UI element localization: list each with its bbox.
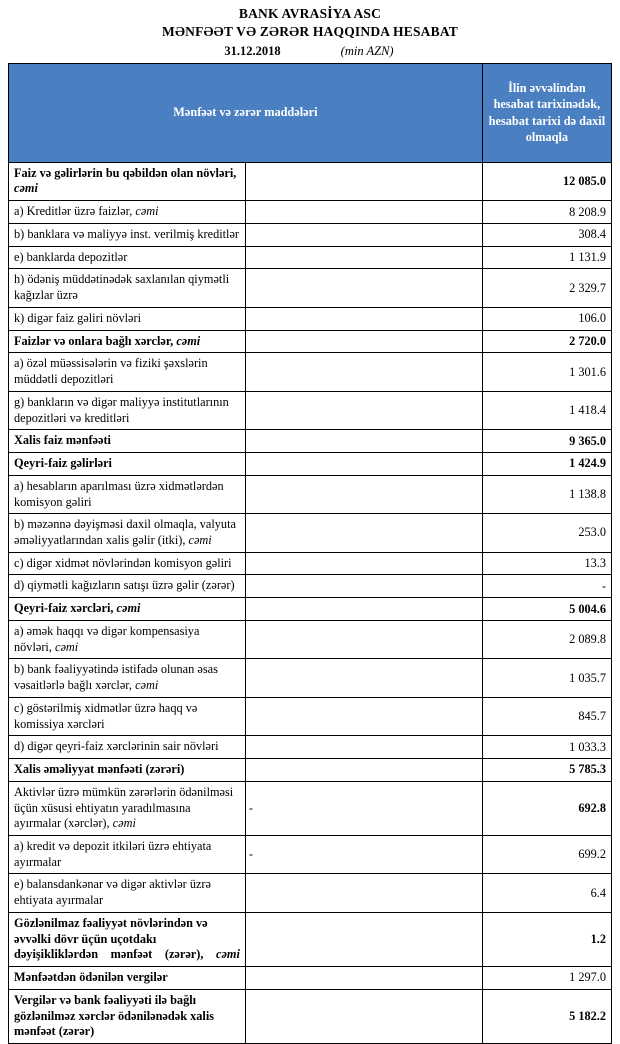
row-description-text: Faiz və gəlirlərin bu qəbildən olan növləri, <box>14 165 237 180</box>
row-description-text: b) məzənnə dəyişməsi daxil olmaqla, valyuta əməliyyatlarından xalis gəlir (itki), <box>14 517 236 547</box>
table-row <box>9 659 612 697</box>
row-value: 845.7 <box>482 697 611 735</box>
row-description-text: g) bankların və digər maliyyə institutlarının depozitləri və kreditləri <box>14 394 229 425</box>
row-sign <box>245 575 482 598</box>
row-description-text: e) balansdankənar və digər aktivlər üzrə ehtiyata ayırmalar <box>14 877 211 908</box>
row-description-text: Aktivlər üzrə mümkün zərərlərin ödənilməsi üçün xüsusi ehtiyatın yaradılmasına ayırmalar (xərclər), <box>14 784 234 831</box>
row-sign <box>245 223 482 246</box>
row-sign <box>245 659 482 697</box>
row-description-text: Xalis əməliyyat mənfəəti (zərəri) <box>14 762 185 777</box>
row-sign <box>245 736 482 759</box>
row-value: 2 720.0 <box>482 330 611 353</box>
row-description-emphasis: cəmi <box>116 601 141 616</box>
row-description <box>9 223 246 246</box>
row-description-text: b) bank fəaliyyətində istifadə olunan əsas vəsaitlərlə bağlı xərclər, <box>14 662 218 693</box>
row-description <box>9 759 246 782</box>
company-name: BANK AVRASİYA ASC <box>238 6 382 21</box>
table-row <box>9 330 612 353</box>
row-sign <box>245 201 482 224</box>
row-description-text: c) göstərilmiş xidmətlər üzrə haqq və komissiya xərcləri <box>14 700 198 731</box>
row-description <box>9 246 246 269</box>
row-value: 6.4 <box>482 874 611 912</box>
row-description <box>9 575 246 598</box>
row-description <box>9 162 246 200</box>
row-value: 5 785.3 <box>482 759 611 782</box>
row-description-emphasis: cəmi <box>176 333 201 348</box>
row-description-text: e) banklarda depozitlər <box>14 249 128 264</box>
row-sign <box>245 162 482 200</box>
row-description <box>9 330 246 353</box>
row-description-text: a) kredit və depozit itkiləri üzrə ehtiyata ayırmalar <box>14 838 212 869</box>
row-sign <box>245 475 482 513</box>
row-sign <box>245 912 482 966</box>
row-description-text: d) digər qeyri-faiz xərclərinin sair növləri <box>14 739 219 754</box>
row-value: 13.3 <box>482 552 611 575</box>
table-header-row <box>9 63 612 162</box>
row-description <box>9 353 246 391</box>
row-description-text: Mənfəətdən ödənilən vergilər <box>14 970 168 985</box>
row-value: 1 418.4 <box>482 391 611 429</box>
table-row <box>9 989 612 1043</box>
table-row <box>9 697 612 735</box>
row-value: 9 365.0 <box>482 430 611 453</box>
row-value: 5 004.6 <box>482 598 611 621</box>
row-sign <box>245 697 482 735</box>
table-row <box>9 967 612 990</box>
row-value: - <box>482 575 611 598</box>
row-description-emphasis: cəmi <box>188 532 212 547</box>
row-sign <box>245 989 482 1043</box>
report-date: 31.12.2018 <box>224 43 281 58</box>
row-value: 308.4 <box>482 223 611 246</box>
row-description-text: Gözlənilmaz fəaliyyət növlərindən və əvvəlki dövr üçün uçotdakı dəyişikliklərdən mənfəət (zərər), <box>14 915 216 962</box>
table-row <box>9 162 612 200</box>
row-value: 8 208.9 <box>482 201 611 224</box>
document-header <box>8 6 612 41</box>
table-row <box>9 201 612 224</box>
row-description <box>9 201 246 224</box>
table-row <box>9 453 612 476</box>
table-row <box>9 246 612 269</box>
table-row <box>9 552 612 575</box>
row-description <box>9 430 246 453</box>
row-value: 1.2 <box>482 912 611 966</box>
table-row <box>9 912 612 966</box>
table-row <box>9 223 612 246</box>
row-sign: - <box>245 781 482 835</box>
row-sign <box>245 552 482 575</box>
row-description-text: Qeyri-faiz gəlirləri <box>14 456 112 471</box>
row-sign <box>245 353 482 391</box>
row-description-text: Xalis faiz mənfəəti <box>14 433 111 448</box>
row-sign <box>245 967 482 990</box>
row-value: 5 182.2 <box>482 989 611 1043</box>
report-title: MƏNFƏƏT VƏ ZƏRƏR HAQQINDA HESABAT <box>162 23 458 39</box>
row-sign <box>245 514 482 552</box>
row-sign <box>245 307 482 330</box>
row-value: 12 085.0 <box>482 162 611 200</box>
row-value: 2 089.8 <box>482 620 611 658</box>
table-row <box>9 475 612 513</box>
table-row <box>9 353 612 391</box>
row-sign <box>245 246 482 269</box>
table-row <box>9 759 612 782</box>
row-sign <box>245 391 482 429</box>
row-description <box>9 835 246 873</box>
row-value: 2 329.7 <box>482 269 611 307</box>
header-value: İlin əvvəlindən hesabat tarixinədək, hesabat tarixi də daxil olmaqla <box>482 63 611 162</box>
row-description <box>9 874 246 912</box>
row-value: 699.2 <box>482 835 611 873</box>
row-description-text: a) özəl müəssisələrin və fiziki şəxslərin müddətli depozitləri <box>14 356 208 387</box>
row-description-text: a) Kreditlər üzrə faizlər, <box>14 204 136 219</box>
row-description <box>9 391 246 429</box>
row-value: 1 424.9 <box>482 453 611 476</box>
table-row <box>9 430 612 453</box>
table-row <box>9 874 612 912</box>
table-row <box>9 620 612 658</box>
row-sign <box>245 620 482 658</box>
table-row <box>9 514 612 552</box>
row-value: 1 035.7 <box>482 659 611 697</box>
row-sign <box>245 430 482 453</box>
row-description-emphasis: cəmi <box>14 181 38 196</box>
row-description <box>9 552 246 575</box>
row-description-text: c) digər xidmət növlərindən komisyon gəliri <box>14 555 232 570</box>
table-row <box>9 781 612 835</box>
row-description <box>9 989 246 1043</box>
row-description <box>9 967 246 990</box>
row-description <box>9 697 246 735</box>
row-description-text: h) ödəniş müddətinədək saxlanılan qiymətli kağızlar üzrə <box>14 272 230 303</box>
row-description-text: Vergilər və bank fəaliyyəti ilə bağlı gözlənilməz xərclər ödənilənədək xalis mənfəət (zərər) <box>14 992 215 1039</box>
table-row <box>9 598 612 621</box>
row-value: 1 033.3 <box>482 736 611 759</box>
row-sign <box>245 759 482 782</box>
row-sign <box>245 269 482 307</box>
row-description <box>9 514 246 552</box>
row-description <box>9 736 246 759</box>
row-description <box>9 620 246 658</box>
row-sign <box>245 330 482 353</box>
date-unit-row <box>8 44 612 59</box>
row-description <box>9 912 246 966</box>
row-description-emphasis: cəmi <box>112 816 136 831</box>
row-sign: - <box>245 835 482 873</box>
row-description-text: Faizlər və onlara bağlı xərclər, <box>14 333 177 348</box>
row-description-emphasis: cəmi <box>135 204 159 219</box>
table-body <box>9 162 612 1043</box>
row-description-emphasis: cəmi <box>215 947 240 962</box>
row-value: 1 138.8 <box>482 475 611 513</box>
row-description <box>9 453 246 476</box>
row-value: 253.0 <box>482 514 611 552</box>
row-description-text: d) qiymətli kağızların satışı üzrə gəlir (zərər) <box>14 578 235 593</box>
row-sign <box>245 453 482 476</box>
row-description <box>9 307 246 330</box>
row-description-emphasis: cəmi <box>54 639 79 654</box>
table-row <box>9 307 612 330</box>
row-description-text: a) hesabların aparılması üzrə xidmətlərdən komisyon gəliri <box>14 478 224 509</box>
header-description: Mənfəət və zərər maddələri <box>9 63 483 162</box>
row-value: 1 131.9 <box>482 246 611 269</box>
table-row <box>9 835 612 873</box>
row-description <box>9 269 246 307</box>
table-row <box>9 575 612 598</box>
row-value: 692.8 <box>482 781 611 835</box>
row-sign <box>245 874 482 912</box>
profit-loss-table <box>8 63 612 1044</box>
row-value: 106.0 <box>482 307 611 330</box>
row-description-text: b) banklara və maliyyə inst. verilmiş kreditlər <box>14 226 240 241</box>
row-description-text: a) əmək haqqı və digər kompensasiya növləri, <box>14 623 200 654</box>
row-value: 1 297.0 <box>482 967 611 990</box>
row-description-text: Qeyri-faiz xərcləri, <box>14 601 117 616</box>
row-value: 1 301.6 <box>482 353 611 391</box>
table-row <box>9 736 612 759</box>
row-description <box>9 781 246 835</box>
row-description-text: k) digər faiz gəliri növləri <box>14 310 142 325</box>
row-description <box>9 475 246 513</box>
table-row <box>9 269 612 307</box>
table-row <box>9 391 612 429</box>
currency-unit: (min AZN) <box>340 43 394 58</box>
row-description <box>9 598 246 621</box>
row-sign <box>245 598 482 621</box>
row-description-emphasis: cəmi <box>135 678 159 693</box>
row-description <box>9 659 246 697</box>
